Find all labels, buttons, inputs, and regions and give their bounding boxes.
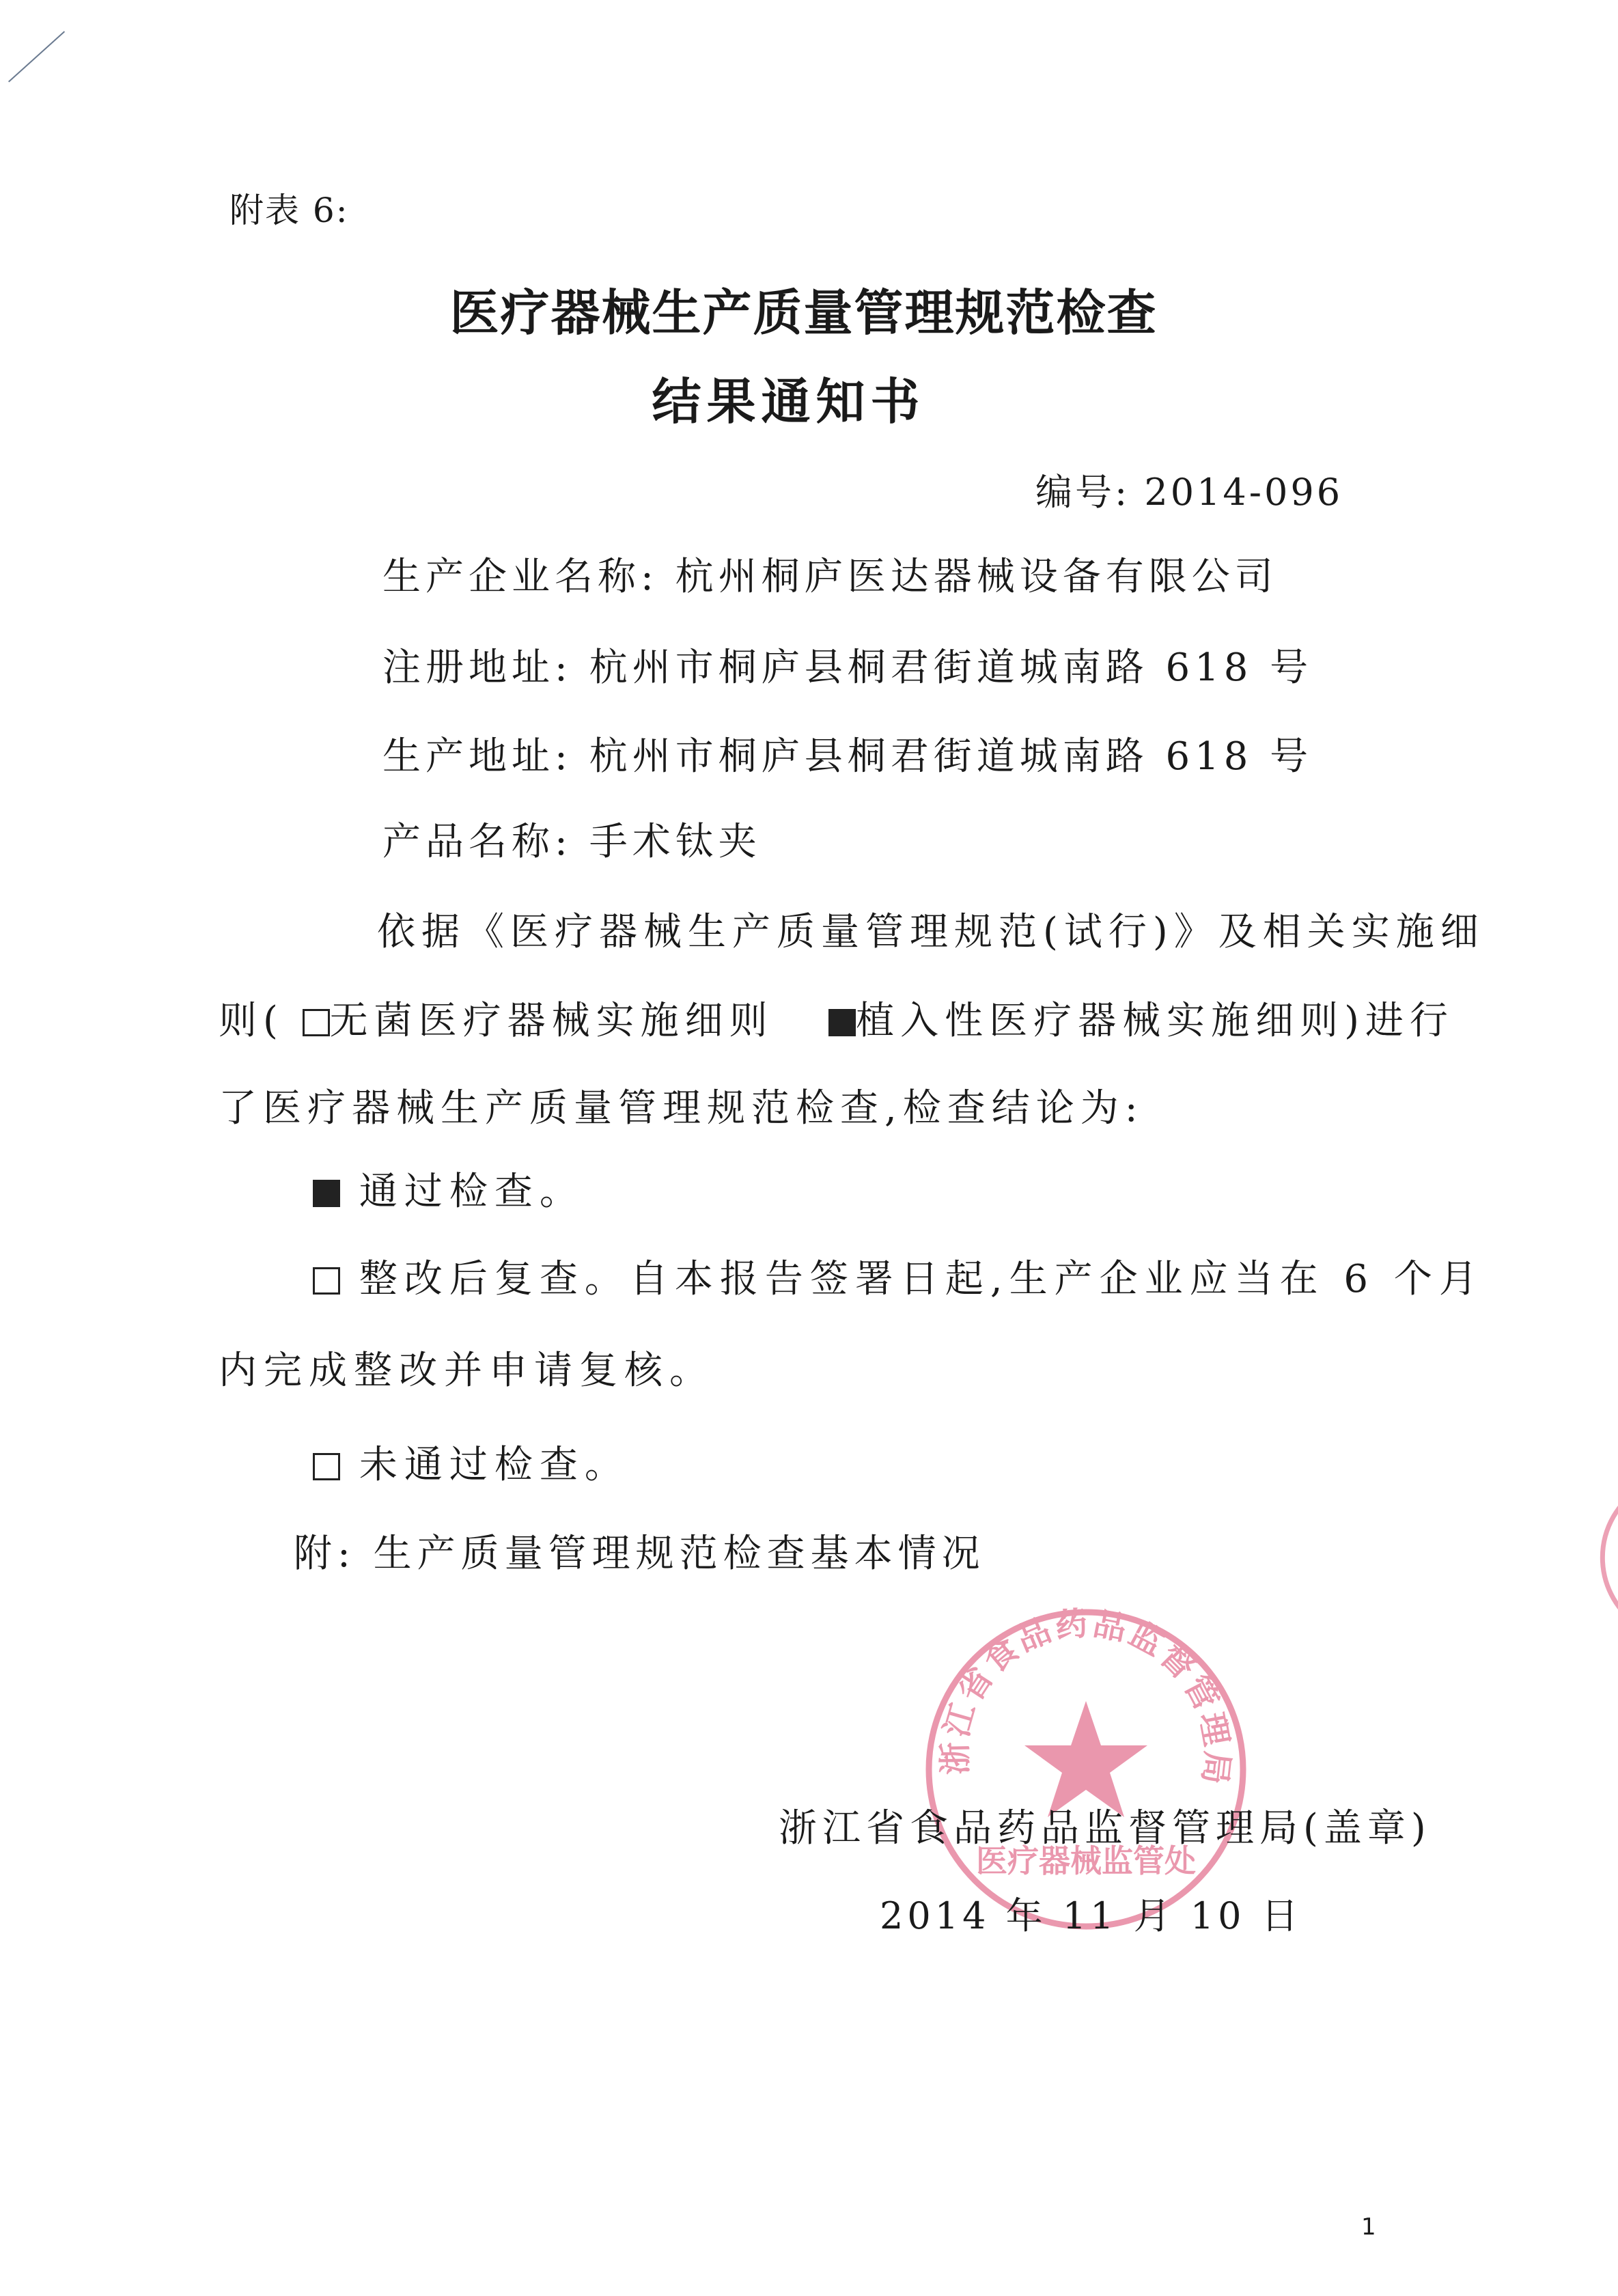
- sterile-rule-label: 无菌医疗器械实施细则: [329, 999, 774, 1043]
- pass-checkbox[interactable]: [313, 1180, 340, 1207]
- rectify-option: [313, 1249, 1484, 1303]
- document-subtitle: 结果通知书: [652, 373, 925, 430]
- registered-address-label: 注册地址:: [382, 646, 572, 690]
- issue-date: 2014 年 11 月 10 日: [880, 1894, 1302, 1937]
- issuing-authority: 浙江省食品药品监督管理局(盖章): [779, 1806, 1432, 1851]
- edge-seal-fragment: [1598, 1482, 1618, 1633]
- implant-rule-checkbox[interactable]: [828, 1009, 856, 1036]
- implant-rule-label: 植入性医疗器械实施细则: [856, 999, 1345, 1043]
- fail-label: 未通过检查。: [359, 1443, 630, 1487]
- basis-text-line-1: 依据《医疗器械生产质量管理规范(试行)》及相关实施细: [377, 910, 1485, 954]
- document-number: 编号: 2014-096: [1035, 471, 1343, 514]
- scan-mark-line: [8, 31, 65, 82]
- sterile-rule-checkbox[interactable]: [303, 1009, 330, 1036]
- svg-text:浙江省食品药品监督管理局: 浙江省食品药品监督管理局: [936, 1603, 1237, 1789]
- basis-suffix: )进行: [1344, 999, 1454, 1043]
- rectify-label: 整改后复查。自本报告签署日起,生产企业应当在 6 个月: [359, 1257, 1484, 1301]
- attachment-note: 附: 生产质量管理规范检查基本情况: [294, 1532, 986, 1576]
- company-name-value: 杭州桐庐医达器械设备有限公司: [675, 555, 1278, 599]
- product-name-row: [382, 812, 762, 866]
- page-number: 1: [1361, 2213, 1376, 2241]
- fail-checkbox[interactable]: [313, 1453, 340, 1480]
- pass-option: [313, 1161, 585, 1216]
- fail-option: [313, 1435, 630, 1489]
- svg-text:医疗器械监管处: 医疗器械监管处: [976, 1842, 1196, 1879]
- product-name-value: 手术钛夹: [589, 820, 762, 864]
- rectify-checkbox[interactable]: [313, 1267, 340, 1295]
- annex-label: 附表 6:: [229, 191, 349, 230]
- registered-address-row: [382, 637, 1313, 692]
- production-address-label: 生产地址:: [382, 734, 572, 779]
- production-address-row: [382, 726, 1313, 781]
- basis-prefix: 则(: [219, 999, 284, 1043]
- document-title: 医疗器械生产质量管理规范检查: [449, 284, 1158, 342]
- company-name-row: [382, 547, 1278, 601]
- company-name-label: 生产企业名称:: [382, 555, 658, 599]
- product-name-label: 产品名称:: [382, 820, 572, 864]
- registered-address-value: 杭州市桐庐县桐君街道城南路 618 号: [589, 646, 1313, 690]
- rectify-label-continued: 内完成整改并申请复核。: [219, 1348, 714, 1393]
- pass-label: 通过检查。: [359, 1170, 585, 1214]
- production-address-value: 杭州市桐庐县桐君街道城南路 618 号: [589, 734, 1313, 779]
- basis-text-line-3: 了医疗器械生产质量管理规范检查,检查结论为:: [219, 1086, 1144, 1131]
- basis-text-line-2: [219, 991, 1454, 1045]
